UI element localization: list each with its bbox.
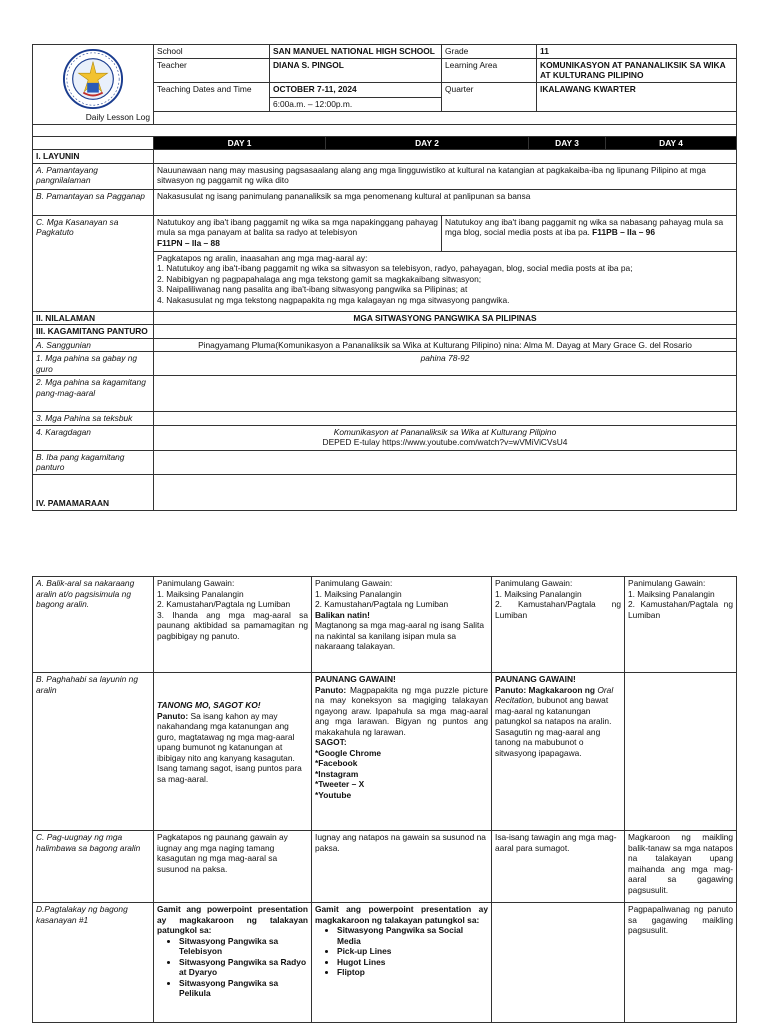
karagdagan-title: Komunikasyon at Pananaliksik sa Wika at Kulturang Pilipino — [333, 426, 557, 437]
balik-aral-d1-line: 1. Maiksing Panalangin — [157, 588, 244, 599]
panuto-label: Panuto: — [315, 684, 347, 695]
pagtalakay-d1-intro: Gamit ang powerpoint presentation ay magkakaroon ng talakayan patungkol sa: — [157, 904, 308, 935]
day-1-header: DAY 1 — [154, 136, 326, 150]
paghahabi-day3 — [492, 673, 625, 831]
paghahabi-d1-text: Sa isang kahon ay may nakahandang mga katanungan ang guro, magtatawag ng mga mag-aaral upang bumunot ng katanungan at ibibigay nito ang kanyang kasagutan. Isang tamang sagot, isang puntos para sa mag-aaral. — [157, 710, 302, 784]
school-label: School — [154, 45, 270, 59]
kasanayan-b-code: F11PB – IIa – 96 — [592, 227, 655, 237]
learning-area-label: Learning Area — [442, 58, 537, 82]
pagtalakay-d2-intro: Gamit ang powerpoint presentation ay magkakaroon ng talakayan patungkol sa: — [315, 904, 488, 925]
pagkatapos-item-2: 2. Nabibigyan ng pagpapahalaga ang mga tekstong gamit sa magkakaibang sitwasyon; — [157, 273, 482, 284]
pagtalakay-day1 — [154, 903, 312, 1023]
quarter-value: IKALAWANG KWARTER — [537, 82, 737, 111]
lesson-log-table-bottom — [32, 576, 737, 1023]
sagot-item: *Google Chrome — [315, 747, 382, 758]
teksbuk-label: 3. Mga Pahina sa teksbuk — [33, 412, 154, 426]
day-4-header: DAY 4 — [606, 136, 737, 150]
header-logo-cell — [33, 45, 154, 112]
pagtalakay-day3 — [492, 903, 625, 1023]
tanong-mo-title: TANONG MO, SAGOT KO! — [157, 700, 261, 710]
balik-aral-d4-line: 1. Maiksing Panalangin — [628, 588, 715, 599]
pagkatapos-item-1: 1. Natutukoy ang iba't-ibang paggamit ng wika sa sitwasyon sa telebisyon, radyo, pahayagan, blog, social media posts at iba pa; — [157, 263, 633, 273]
balik-aral-day3 — [492, 577, 625, 673]
pangmag-label: 2. Mga pahina sa kagamitang pang-mag-aaral — [33, 376, 154, 412]
sagot-item: *Youtube — [315, 789, 352, 800]
karagdagan-value — [154, 425, 737, 450]
section-layunin: I. LAYUNIN — [33, 150, 154, 164]
teacher-value: DIANA S. PINGOL — [270, 58, 442, 82]
pagkatapos-item-4: 4. Nakasusulat ng mga tekstong nagpapakita ng mga kalagayan ng mga sitwasyong pangwika. — [157, 294, 510, 305]
gabay-value: pahina 78-92 — [154, 352, 737, 376]
sagot-item: *Facebook — [315, 758, 358, 768]
deped-seal-icon — [62, 48, 124, 110]
sanggunian-label: A. Sanggunian — [33, 338, 154, 352]
pagtalakay-d2-item: • Pick-up Lines — [337, 946, 488, 957]
kasanayan-day1-2 — [154, 215, 442, 251]
balik-aral-d2-line: 1. Maiksing Panalangin — [315, 588, 402, 599]
kasanayan-a-code: F11PN – IIa – 88 — [157, 237, 220, 248]
balik-aral-d1-line: Panimulang Gawain: — [157, 578, 235, 588]
balik-aral-d1-line: 2. Kamustahan/Pagtala ng Lumiban — [157, 599, 291, 609]
balik-aral-d3-line: Panimulang Gawain: — [495, 578, 573, 588]
section-nilalaman: II. NILALAMAN — [33, 311, 154, 325]
pagtalakay-day4: Pagpapaliwanag ng panuto sa gagawing maikling pagsusulit. — [625, 903, 737, 1023]
pagganap-label: B. Pamantayan sa Pagganap — [33, 189, 154, 215]
learning-area-value: KOMUNIKASYON AT PANANALIKSIK SA WIKA AT KULTURANG PILIPINO — [537, 58, 737, 82]
pag-uugnay-label: C. Pag-uugnay ng mga halimbawa sa bagong aralin — [33, 831, 154, 903]
balik-aral-d2-text: Magtanong sa mga mag-aaral ng isang Salita na nakintal sa kanilang isipan mula sa nakaraang talakayan. — [315, 620, 484, 651]
balik-aral-day4 — [625, 577, 737, 673]
pagtalakay-d2-item: • Hugot Lines — [337, 957, 488, 968]
pagkatapos-item-3: 3. Naipaliliwanag nang pasalita ang iba't-ibang sitwasyong pangwika sa Pilipinas; at — [157, 284, 468, 294]
balik-aral-d2-line: 2. Kamustahan/Pagtala ng Lumiban — [315, 599, 449, 609]
karagdagan-label: 4. Karagdagan — [33, 425, 154, 450]
pagtalakay-d2-item: • Sitwasyong Pangwika sa Social Media — [337, 925, 488, 946]
pag-uugnay-day3: Isa-isang tawagin ang mga mag-aaral para sumagot. — [492, 831, 625, 903]
grade-label: Grade — [442, 45, 537, 59]
pagtalakay-d1-item: • Sitwasyong Pangwika sa Radyo at Dyaryo — [179, 957, 308, 978]
pagkatapos-intro: Pagkatapos ng aralin, inaasahan ang mga mag-aaral ay: — [157, 252, 368, 263]
kasanayan-label: C. Mga Kasanayan sa Pagkatuto — [33, 215, 154, 311]
lesson-log-table-top — [32, 44, 737, 511]
sagot-label: SAGOT: — [315, 737, 347, 747]
pag-uugnay-day4: Magkaroon ng maikling balik-tanaw sa mga natapos na talakayan upang maihanda ang mga mag-aaral sa gagawing pagsusulit. — [625, 831, 737, 903]
panuto-label: Panuto: — [157, 710, 189, 721]
section-pamamaraan: IV. PAMAMARAAN — [33, 474, 154, 510]
log-title: Daily Lesson Log — [33, 111, 154, 124]
paghahabi-d3-text: bubunot ang bawat mag-aaral ng katanungan patungkol sa natapos na aralin. Sasagutin ng mag-aaral ang tanong na mabubunot o sitwasyong ipapagawa. — [495, 695, 612, 758]
balik-aral-d1-line: 3. Ihanda ang mga mag-aaral sa paunang aktibidad sa pamamagitan ng pagbibigay ng panuto. — [157, 609, 308, 641]
kasanayan-day3-4 — [442, 215, 737, 251]
time-value: 6:00a.m. – 12:00p.m. — [270, 97, 442, 111]
grade-value: 11 — [537, 45, 737, 59]
sagot-item: *Instagram — [315, 768, 359, 779]
balik-aral-day1 — [154, 577, 312, 673]
paghahabi-day1 — [154, 673, 312, 831]
pagtalakay-d1-item: • Sitwasyong Pangwika sa Pelikula — [179, 978, 308, 999]
teacher-label: Teacher — [154, 58, 270, 82]
balik-aral-d3-line: 1. Maiksing Panalangin — [495, 588, 582, 599]
balik-aral-d4-line: Panimulang Gawain: — [628, 578, 706, 588]
oral-recitation-text: Oral Recitation, — [495, 684, 614, 705]
gabay-label: 1. Mga pahina sa gabay ng guro — [33, 352, 154, 376]
paghahabi-label: B. Paghahabi sa layunin ng aralin — [33, 673, 154, 831]
iba-label: B. Iba pang kagamitang panturo — [33, 450, 154, 474]
balikan-natin-heading: Balikan natin! — [315, 609, 370, 620]
school-value: SAN MANUEL NATIONAL HIGH SCHOOL — [270, 45, 442, 59]
balik-aral-label: A. Balik-aral sa nakaraang aralin at/o pagsisimula ng bagong aralin. — [33, 577, 154, 673]
paunang-gawain-title: PAUNANG GAWAIN! — [495, 674, 576, 684]
paghahabi-day4 — [625, 673, 737, 831]
day-2-header: DAY 2 — [326, 136, 529, 150]
kasanayan-a-text: Natutukoy ang iba't ibang paggamit ng wika sa mga napakinggang pahayag mula sa mga panayam at balita sa radyo at telebisyon — [157, 216, 438, 237]
dates-value: OCTOBER 7-11, 2024 — [270, 82, 442, 97]
pagganap-value: Nakasusulat ng isang panimulang pananaliksik sa mga penomenang kultural at panlipunan sa bansa — [154, 189, 737, 215]
section-kagamitan: III. KAGAMITANG PANTURO — [33, 325, 154, 339]
pagtalakay-d1-item: • Sitwasyong Pangwika sa Telebisyon — [179, 936, 308, 957]
balik-aral-d3-line: 2. Kamustahan/Pagtala ng Lumiban — [495, 599, 621, 620]
pagtalakay-day2 — [312, 903, 492, 1023]
dates-label: Teaching Dates and Time — [154, 82, 270, 111]
paunang-gawain-title: PAUNANG GAWAIN! — [315, 674, 396, 684]
pag-uugnay-day1: Pagkatapos ng paunang gawain ay iugnay ang mga naging tamang kasagutan ng mga mag-aaral sa susunod na paksa. — [154, 831, 312, 903]
paghahabi-d2-text: Magpapakita ng mga puzzle picture na may koneksyon sa magiging talakayan ngayong araw. Ipapahula sa mga mag-aaral ang mga larawan. Bigyan ng puntos ang makakahula ng larawan. — [315, 684, 489, 737]
sanggunian-value: Pinagyamang Pluma(Komunikasyon a Pananaliksik sa Wika at Kulturang Pilipino) nina: Alma M. Dayag at Mary Grace G. del Rosario — [154, 338, 737, 352]
pagtalakay-d2-item: • Fliptop — [337, 967, 488, 978]
day-3-header: DAY 3 — [529, 136, 606, 150]
pamantayang-value: Nauunawaan nang may masusing pagsasaalang alang ang mga lingguwistiko at kultural na katangian at pagkakaiba-iba ng lipunang Pilipino at mga sitwasyon ng paggamit ng wika dito — [154, 163, 737, 189]
pagtalakay-label: D.Pagtalakay ng bagong kasanayan #1 — [33, 903, 154, 1023]
pag-uugnay-day2: Iugnay ang natapos na gawain sa susunod na paksa. — [312, 831, 492, 903]
nilalaman-value: MGA SITWASYONG PANGWIKA SA PILIPINAS — [154, 311, 737, 325]
pamantayang-label: A. Pamantayang pangnilalaman — [33, 163, 154, 189]
pagkatapos-cell — [154, 251, 737, 311]
panuto-label: Panuto: Magkakaroon ng — [495, 684, 596, 695]
balik-aral-d2-line: Panimulang Gawain: — [315, 578, 393, 588]
karagdagan-link[interactable]: DEPED E-tulay https://www.youtube.com/watch?v=wVMiViCVsU4 — [322, 437, 568, 447]
sagot-item: *Tweeter – X — [315, 779, 365, 789]
balik-aral-day2 — [312, 577, 492, 673]
paghahabi-day2 — [312, 673, 492, 831]
balik-aral-d4-line: 2. Kamustahan/Pagtala ng Lumiban — [628, 599, 733, 620]
kasanayan-b-text: Natutukoy ang iba't ibang paggamit ng wika sa nabasang pahayag mula sa mga blog, social media posts at iba pa. — [445, 216, 724, 237]
quarter-label: Quarter — [442, 82, 537, 111]
